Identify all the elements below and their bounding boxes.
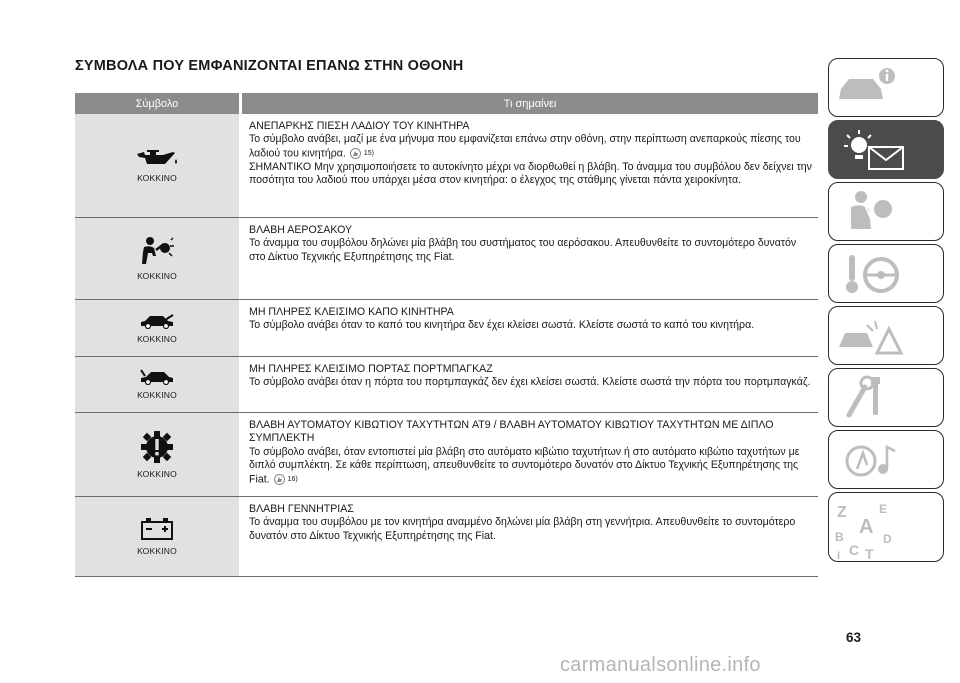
row-description: Το σύμβολο ανάβει, μαζί με ένα μήνυμα που εμφανίζεται επάνω στην οθόνη, στην περίπτωση ανεπαρκούς πίεσης του λαδιού του κινητήρα.	[249, 133, 801, 160]
row-heading: ΑΝΕΠΑΡΚΗΣ ΠΙΕΣΗ ΛΑΔΙΟΥ ΤΟΥ ΚΙΝΗΤΗΡΑ	[249, 120, 470, 132]
index-letter: B	[835, 530, 844, 544]
row-text	[249, 446, 812, 487]
airbag-icon	[140, 236, 174, 266]
color-label: ΚΟΚΚΙΝΟ	[137, 271, 177, 281]
header-meaning: Τι σημαίνει	[503, 97, 557, 110]
row-heading: ΒΛΑΒΗ ΑΥΤΟΜΑΤΟΥ ΚΙΒΩΤΙΟΥ ΤΑΧΥΤΗΤΩΝ AT9 / ΒΛΑΒΗ ΑΥΤΟΜΑΤΟΥ ΚΙΒΩΤΙΟΥ ΤΑΧΥΤΗΤΩΝ ΜΕ ΔΙΠΛΟ ΣΥΜΠΛΕΚΤΗ	[249, 419, 774, 445]
hand-pointer-icon	[350, 148, 361, 159]
symbol-cell	[75, 114, 239, 217]
emergency-icon	[829, 307, 945, 366]
warning-lights-messages-icon	[829, 121, 945, 180]
meaning-cell	[239, 413, 818, 496]
index-letter: D	[883, 532, 892, 546]
tab-maintenance[interactable]	[828, 368, 944, 427]
index-letter: T	[865, 546, 874, 562]
tab-emergency[interactable]	[828, 306, 944, 365]
color-label: ΚΟΚΚΙΝΟ	[137, 333, 177, 344]
car-tailgate-open-icon	[139, 369, 175, 385]
meaning-cell	[239, 357, 818, 412]
index-letter: E	[879, 502, 888, 516]
table-row	[75, 497, 818, 577]
warning-reference	[350, 147, 374, 160]
table-row	[75, 218, 818, 300]
symbol-cell	[75, 300, 239, 356]
row-heading: ΜΗ ΠΛΗΡΕΣ ΚΛΕΙΣΙΜΟ ΠΟΡΤΑΣ ΠΟΡΤΜΠΑΓΚΑΖ	[249, 363, 493, 375]
index-letter: I	[837, 550, 841, 562]
row-description: Το σύμβολο ανάβει όταν η πόρτα του πορτμπαγκάζ δεν έχει κλείσει σωστά. Κλείστε σωστά την πόρτα του πορτμπαγκάζ.	[249, 376, 811, 389]
tab-multimedia[interactable]	[828, 430, 944, 489]
row-heading: ΜΗ ΠΛΗΡΕΣ ΚΛΕΙΣΙΜΟ ΚΑΠΟ ΚΙΝΗΤΗΡΑ	[249, 306, 454, 318]
row-important-note: ΣΗΜΑΝΤΙΚΟ Μην χρησιμοποιήσετε το αυτοκίνητο μέχρι να διορθωθεί η βλάβη. Το άναμμα του συμβόλου δεν δείχνει την ποσότητα του λαδιού που υπάρχει μέσα στον κινητήρα: ο έλεγχος της στάθμης γίνεται πάντα χειροκίνητα.	[249, 160, 812, 187]
tab-warning-lights[interactable]	[828, 120, 944, 179]
symbol-cell	[75, 357, 239, 412]
tab-car-info[interactable]	[828, 58, 944, 117]
table-row	[75, 114, 818, 218]
battery-icon	[140, 517, 174, 541]
maintenance-icon	[829, 369, 945, 428]
meaning-cell	[239, 300, 818, 356]
index-letter: A	[859, 516, 874, 538]
color-label: ΚΟΚΚΙΝΟ	[137, 173, 177, 183]
page-number: 63	[846, 630, 862, 645]
row-heading: ΒΛΑΒΗ ΑΕΡΟΣΑΚΟΥ	[249, 224, 353, 236]
watermark: carmanualsonline.info	[560, 654, 761, 676]
car-info-icon	[829, 59, 945, 118]
table-header	[75, 93, 818, 114]
table-row	[75, 300, 818, 357]
reference-number: 15)	[363, 149, 374, 157]
index-letter: Z	[837, 504, 847, 521]
symbol-cell	[75, 218, 239, 299]
tab-index[interactable]	[828, 492, 944, 562]
warning-reference	[274, 473, 298, 486]
row-description: Το άναμμα του συμβόλου με τον κινητήρα αναμμένο δηλώνει μία βλάβη στη γεννήτρια. Απευθυνθείτε το συντομότερο δυνατόν στο Δίκτυο Τεχνικής Εξυπηρέτησης της Fiat.	[249, 516, 796, 542]
reference-number: 16)	[287, 475, 298, 483]
oil-can-icon	[135, 148, 179, 168]
color-label: ΚΟΚΚΙΝΟ	[137, 390, 177, 400]
row-description: Το σύμβολο ανάβει όταν το καπό του κινητήρα δεν έχει κλείσει σωστά. Κλείστε σωστά το καπό του κινητήρα.	[249, 319, 755, 332]
row-description: Το σύμβολο ανάβει, όταν εντοπιστεί μία βλάβη στο αυτόματο κιβώτιο ταχυτήτων ή στο αυτόματο κιβώτιο ταχυτήτων με διπλό συμπλέκτη. Σε κάθε περίπτωση, απευθυνθείτε το συντομότερο δυνατόν στο Δίκτυο Τεχνικής Εξυπηρέτησης της Fiat.	[249, 445, 800, 486]
safety-seatbelt-icon	[829, 183, 945, 242]
warning-symbols-table	[75, 93, 818, 577]
hand-pointer-icon	[274, 474, 285, 485]
meaning-cell	[239, 218, 818, 299]
index-letter: C	[849, 542, 860, 558]
table-row	[75, 413, 818, 497]
meaning-cell	[239, 497, 818, 576]
header-symbol: Σύμβολο	[135, 97, 179, 110]
symbol-cell	[75, 497, 239, 576]
row-text	[249, 133, 812, 160]
gearbox-warning-icon	[140, 430, 174, 464]
tab-starting-driving[interactable]	[828, 244, 944, 303]
meaning-cell	[239, 114, 818, 217]
multimedia-icon	[829, 431, 945, 490]
tab-safety[interactable]	[828, 182, 944, 241]
row-description: Το άναμμα του συμβόλου δηλώνει μία βλάβη του συστήματος του αερόσακου. Απευθυνθείτε το συντομότερο δυνατόν στο Δίκτυο Τεχνικής Εξυπηρέτησης της Fiat.	[249, 237, 797, 263]
index-icon	[829, 493, 945, 563]
row-heading: ΒΛΑΒΗ ΓΕΝΝΗΤΡΙΑΣ	[249, 503, 354, 515]
table-row	[75, 357, 818, 413]
symbol-cell	[75, 413, 239, 496]
page-title: ΣΥΜΒΟΛΑ ΠΟΥ ΕΜΦΑΝΙΖΟΝΤΑΙ ΕΠΑΝΩ ΣΤΗΝ ΟΘΟΝΗ	[75, 58, 464, 74]
starting-driving-icon	[829, 245, 945, 304]
color-label: ΚΟΚΚΙΝΟ	[137, 469, 177, 479]
color-label: ΚΟΚΚΙΝΟ	[137, 546, 177, 556]
car-bonnet-open-icon	[139, 313, 175, 329]
